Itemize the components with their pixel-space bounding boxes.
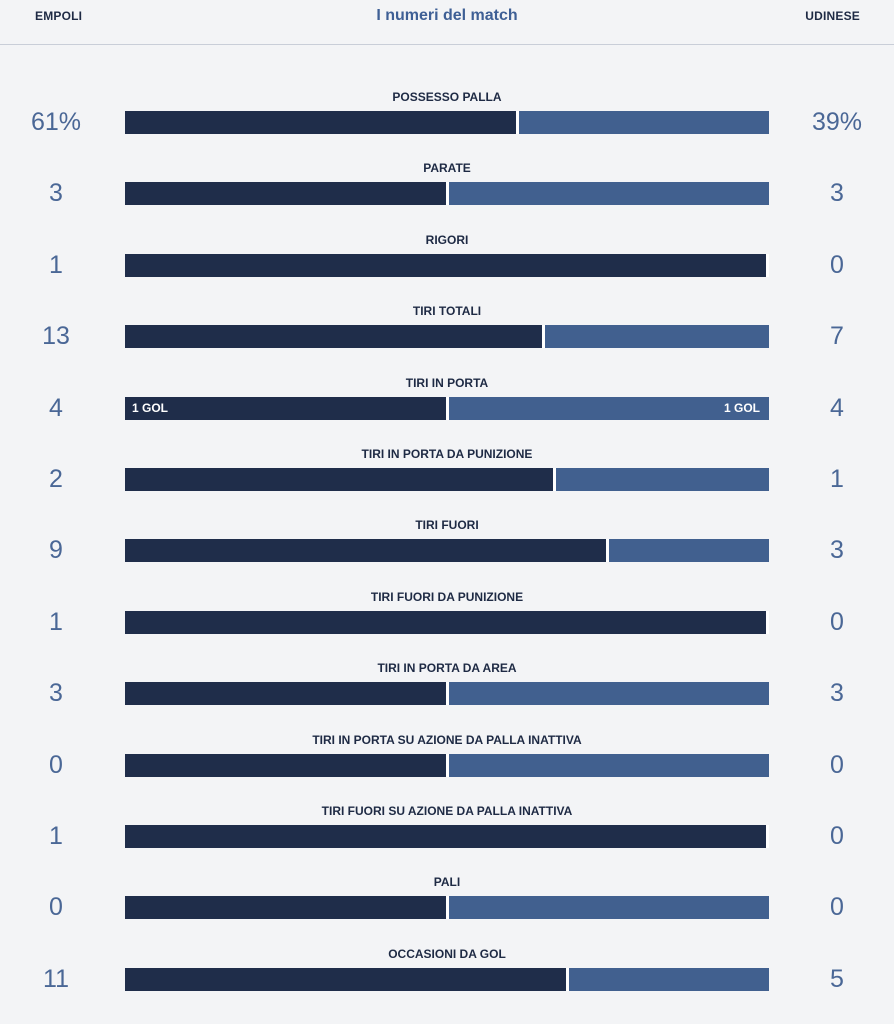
stat-label: PARATE bbox=[423, 161, 471, 175]
comparison-bar bbox=[125, 825, 769, 848]
stat-row bbox=[0, 376, 894, 426]
stat-label: PALI bbox=[433, 875, 461, 889]
stat-label: TIRI FUORI SU AZIONE DA PALLA INATTIVA bbox=[321, 804, 573, 818]
home-bar-segment bbox=[125, 611, 766, 634]
home-value: 0 bbox=[49, 751, 63, 779]
away-value: 3 bbox=[830, 679, 844, 707]
away-value: 5 bbox=[830, 965, 844, 993]
stats-header bbox=[0, 0, 894, 45]
home-value: 4 bbox=[49, 394, 63, 422]
home-value: 3 bbox=[49, 679, 63, 707]
home-bar-segment bbox=[125, 254, 766, 277]
home-value: 3 bbox=[49, 179, 63, 207]
bar-separator bbox=[766, 825, 769, 848]
away-value: 1 bbox=[830, 465, 844, 493]
away-bar-segment bbox=[449, 397, 769, 420]
home-bar-segment bbox=[125, 182, 446, 205]
comparison-bar bbox=[125, 682, 769, 705]
stat-row bbox=[0, 875, 894, 925]
away-bar-segment bbox=[519, 111, 769, 134]
home-bar-segment bbox=[125, 968, 566, 991]
home-bar-segment bbox=[125, 397, 446, 420]
away-goal-note: 1 GOL bbox=[723, 401, 760, 415]
away-bar-segment bbox=[449, 754, 769, 777]
comparison-bar bbox=[125, 611, 769, 634]
stat-row bbox=[0, 804, 894, 854]
bar-separator bbox=[766, 611, 769, 634]
stat-label: RIGORI bbox=[425, 233, 469, 247]
stat-row bbox=[0, 733, 894, 783]
home-value: 13 bbox=[42, 322, 70, 350]
away-value: 3 bbox=[830, 179, 844, 207]
stat-label: TIRI IN PORTA DA AREA bbox=[377, 661, 517, 675]
stat-label: OCCASIONI DA GOL bbox=[388, 947, 506, 961]
stat-row bbox=[0, 590, 894, 640]
stat-row bbox=[0, 233, 894, 283]
comparison-bar bbox=[125, 397, 769, 420]
stat-row bbox=[0, 304, 894, 354]
stat-row bbox=[0, 518, 894, 568]
away-bar-segment bbox=[449, 896, 769, 919]
away-value: 0 bbox=[830, 751, 844, 779]
home-value: 61% bbox=[30, 108, 82, 136]
away-bar-segment bbox=[449, 182, 769, 205]
comparison-bar bbox=[125, 539, 769, 562]
away-bar-segment bbox=[569, 968, 769, 991]
stat-label: TIRI FUORI bbox=[415, 518, 479, 532]
home-bar-segment bbox=[125, 896, 446, 919]
home-bar-segment bbox=[125, 825, 766, 848]
home-value: 9 bbox=[49, 536, 63, 564]
away-value: 0 bbox=[830, 251, 844, 279]
home-goal-note: 1 GOL bbox=[132, 401, 169, 415]
away-bar-segment bbox=[556, 468, 769, 491]
comparison-bar bbox=[125, 254, 769, 277]
stat-row bbox=[0, 947, 894, 997]
stat-label: POSSESSO PALLA bbox=[392, 90, 502, 104]
stat-row bbox=[0, 447, 894, 497]
home-bar-segment bbox=[125, 539, 606, 562]
home-bar-segment bbox=[125, 325, 542, 348]
away-value: 3 bbox=[830, 536, 844, 564]
home-value: 11 bbox=[43, 965, 69, 993]
comparison-bar bbox=[125, 754, 769, 777]
stat-row bbox=[0, 161, 894, 211]
stat-label: TIRI FUORI DA PUNIZIONE bbox=[370, 590, 524, 604]
comparison-bar bbox=[125, 896, 769, 919]
home-value: 1 bbox=[49, 608, 63, 636]
home-bar-segment bbox=[125, 468, 553, 491]
home-value: 1 bbox=[49, 251, 63, 279]
bar-separator bbox=[766, 254, 769, 277]
home-bar-segment bbox=[125, 754, 446, 777]
section-title: I numeri del match bbox=[376, 7, 518, 24]
stat-label: TIRI IN PORTA bbox=[405, 376, 489, 390]
comparison-bar bbox=[125, 968, 769, 991]
away-team-name: UDINESE bbox=[805, 9, 860, 23]
home-bar-segment bbox=[125, 111, 516, 134]
comparison-bar bbox=[125, 111, 769, 134]
comparison-bar bbox=[125, 182, 769, 205]
home-bar-segment bbox=[125, 682, 446, 705]
away-bar-segment bbox=[545, 325, 769, 348]
away-bar-segment bbox=[449, 682, 769, 705]
stat-row bbox=[0, 90, 894, 140]
away-value: 39% bbox=[811, 108, 863, 136]
comparison-bar bbox=[125, 468, 769, 491]
home-value: 0 bbox=[49, 893, 63, 921]
home-team-name: EMPOLI bbox=[35, 9, 83, 23]
away-value: 4 bbox=[830, 394, 844, 422]
away-value: 0 bbox=[830, 893, 844, 921]
home-value: 1 bbox=[49, 822, 63, 850]
away-value: 0 bbox=[830, 822, 844, 850]
stat-row bbox=[0, 661, 894, 711]
home-value: 2 bbox=[49, 465, 63, 493]
away-bar-segment bbox=[609, 539, 769, 562]
stat-label: TIRI TOTALI bbox=[412, 304, 482, 318]
stat-label: TIRI IN PORTA DA PUNIZIONE bbox=[361, 447, 533, 461]
comparison-bar bbox=[125, 325, 769, 348]
away-value: 0 bbox=[830, 608, 844, 636]
away-value: 7 bbox=[830, 322, 844, 350]
stat-label: TIRI IN PORTA SU AZIONE DA PALLA INATTIVA bbox=[312, 733, 582, 747]
